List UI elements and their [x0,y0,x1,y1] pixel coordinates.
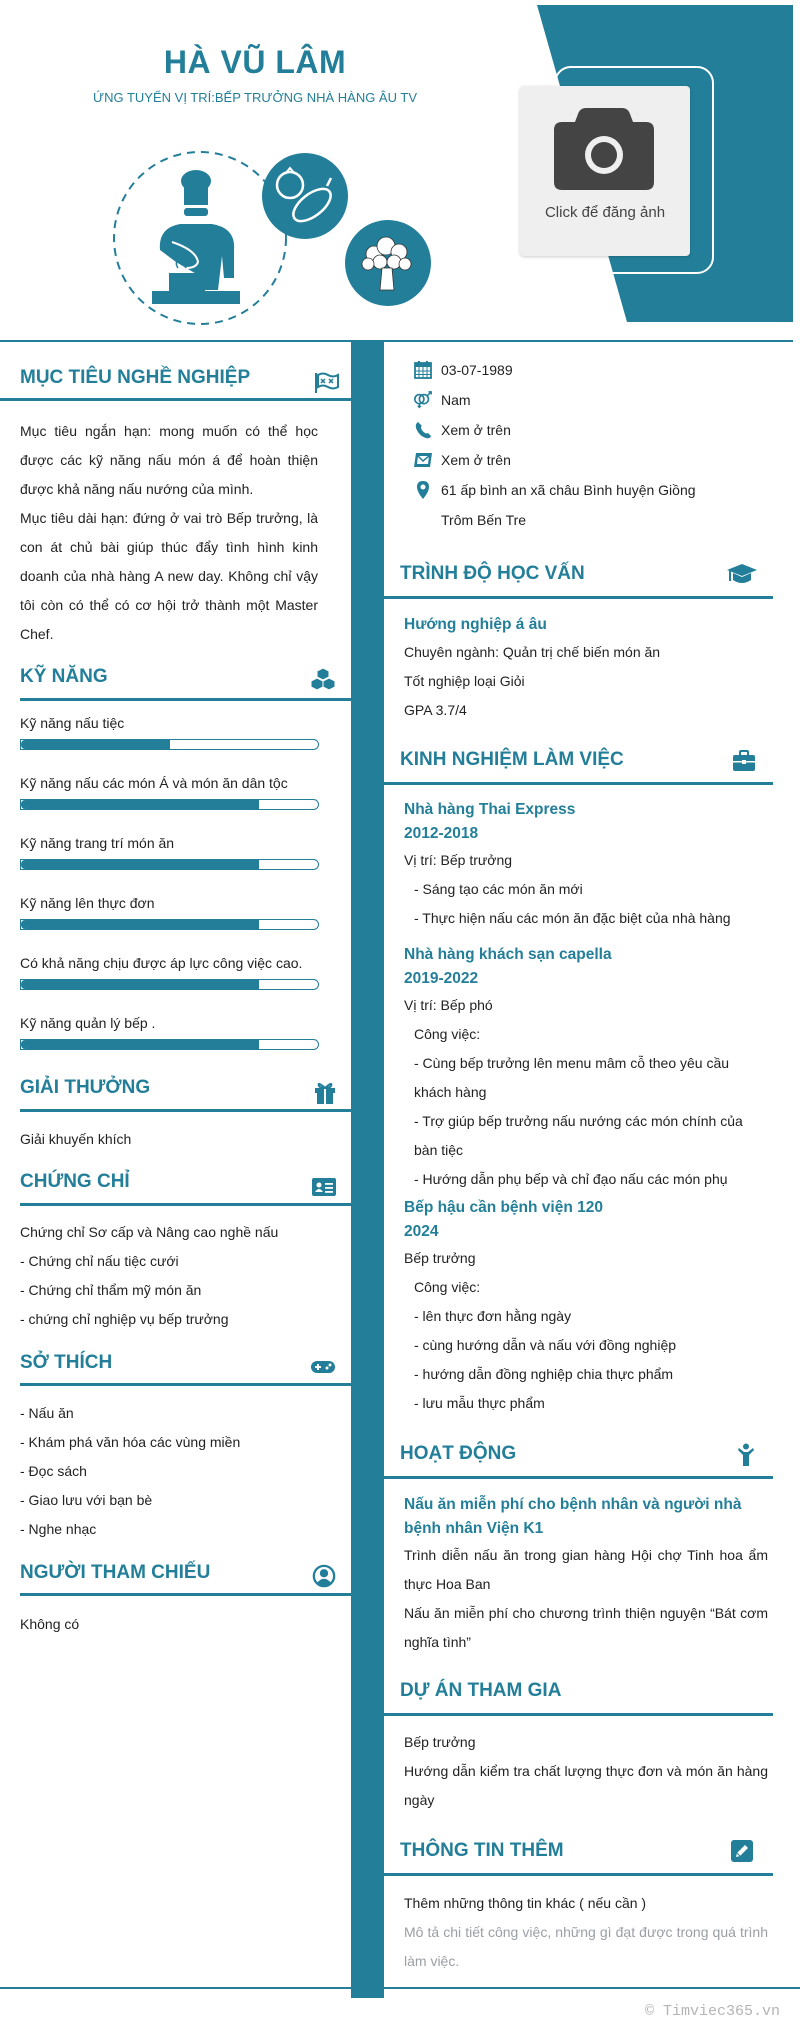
job-line: - Thực hiện nấu các món ăn đặc biệt của nhà hàng [414,910,731,926]
section-divider [20,698,351,701]
section-divider [384,782,773,785]
job-company: Nhà hàng khách sạn capella [404,946,612,963]
section-divider [20,1383,351,1386]
job-line: - lên thực đơn hằng ngày [414,1308,572,1324]
job-line: - Hướng dẫn phụ bếp và chỉ đạo nấu các món phụ [414,1171,728,1187]
section-title-experience: KINH NGHIỆM LÀM VIỆC [400,749,624,770]
skill-label: Kỹ năng quản lý bếp . [20,1015,156,1031]
address-line-1: 61 ấp bình an xã châu Bình huyện Giồng [441,482,696,498]
address-line-2: Trôm Bến Tre [441,512,527,528]
phone-icon [413,420,433,440]
section-divider [0,398,351,401]
cubes-icon [310,667,336,691]
skill-bar [20,739,319,750]
objective-short-term: Mục tiêu ngắn hạn: mong muốn có thể học được các kỹ năng nấu món á để hoàn thiện được khả năng nấu nướng của mình. [20,423,318,497]
edit-icon [731,1840,753,1862]
hobby-item: - Nghe nhạc [20,1521,97,1537]
job-period: 2024 [404,1223,439,1240]
skill-bar-fill [21,860,259,869]
section-divider [384,1713,773,1716]
skill-label: Kỹ năng lên thực đơn [20,895,155,911]
skill-label: Kỹ năng trang trí món ăn [20,835,175,851]
section-title-awards: GIẢI THƯỞNG [20,1077,151,1098]
activity-line: Nấu ăn miễn phí cho chương trình thiện nguyện “Bát cơm nghĩa tình” [404,1605,768,1650]
map-marker-icon [413,480,433,500]
job-line: - Sáng tạo các món ăn mới [414,881,583,897]
certificate-item: - Chứng chỉ thẩm mỹ món ăn [20,1282,202,1298]
section-divider [20,1109,351,1112]
job-line: - hướng dẫn đồng nghiệp chia thực phẩm [414,1366,674,1382]
section-title-references: NGƯỜI THAM CHIẾU [20,1562,211,1583]
job-line: - Cùng bếp trưởng lên menu mâm cỗ theo yêu cầu khách hàng [414,1055,730,1100]
skill-bar [20,859,319,870]
hobby-item: - Nấu ăn [20,1405,74,1421]
certificate-item: Chứng chỉ Sơ cấp và Nâng cao nghề nấu [20,1224,279,1240]
job-role: Vị trí: Bếp trưởng [404,852,513,868]
job-company: Bếp hậu cần bệnh viện 120 [404,1199,603,1216]
gender-text: Nam [441,392,471,408]
project-line: Bếp trưởng [404,1734,476,1750]
job-line: - Trợ giúp bếp trưởng nấu nướng các món chính của bàn tiệc [414,1113,743,1158]
section-divider [20,1203,351,1206]
skill-bar [20,1039,319,1050]
skill-bar-fill [21,740,170,749]
candidate-name: HÀ VŨ LÂM [163,44,347,80]
flag-icon [313,371,339,395]
skill-bar [20,799,319,810]
hobby-item: - Giao lưu với bạn bè [20,1492,153,1508]
envelope-icon [413,450,433,470]
section-title-projects: DỰ ÁN THAM GIA [400,1680,562,1701]
hobby-item: - Đọc sách [20,1463,87,1479]
education-line: Tốt nghiệp loại Giỏi [404,673,525,689]
job-role: Vị trí: Bếp phó [404,997,493,1013]
reference-item: Không có [20,1616,80,1632]
skill-bar-fill [21,800,259,809]
skill-bar-fill [21,920,259,929]
section-title-additional: THÔNG TIN THÊM [400,1840,564,1861]
job-company: Nhà hàng Thai Express [404,801,576,818]
center-column-bar [351,341,384,1998]
job-line: Công việc: [414,1026,481,1042]
job-period: 2012-2018 [404,825,479,842]
section-title-skills: KỸ NĂNG [20,666,108,687]
project-line: Hướng dẫn kiểm tra chất lượng thực đơn và món ăn hàng ngày [404,1763,768,1808]
job-line: - cùng hướng dẫn và nấu với đồng nghiệp [414,1337,677,1353]
gamepad-icon [310,1355,336,1379]
award-item: Giải khuyến khích [20,1131,132,1147]
gender-icon [413,390,433,410]
section-divider [20,1593,351,1596]
skill-label: Kỹ năng nấu tiệc [20,715,125,731]
email-text: Xem ở trên [441,452,511,468]
section-title-activities: HOẠT ĐỘNG [400,1443,517,1464]
section-title-certificates: CHỨNG CHỈ [20,1171,130,1192]
school-name: Hướng nghiệp á âu [404,616,547,633]
skill-bar-fill [21,980,259,989]
job-line: - lưu mẫu thực phẩm [414,1395,545,1411]
additional-line: Thêm những thông tin khác ( nếu cần ) [404,1895,647,1911]
copyright: © Timviec365.vn [644,2003,780,2020]
hobby-item: - Khám phá văn hóa các vùng miền [20,1434,241,1450]
job-line: Công việc: [414,1279,481,1295]
skill-label: Có khả năng chịu được áp lực công việc cao. [20,955,303,971]
upload-photo-label: Click để đăng ảnh [544,204,666,221]
footer-divider [0,1987,800,1989]
skill-bar [20,919,319,930]
additional-placeholder[interactable]: Mô tả chi tiết công việc, những gì đạt được trong quá trình làm việc. [404,1924,768,1969]
section-divider [384,1873,773,1876]
certificate-item: - Chứng chỉ nấu tiệc cưới [20,1253,179,1269]
section-divider [384,1476,773,1479]
graduation-cap-icon [726,562,758,586]
calendar-icon [413,360,433,380]
skill-bar-fill [21,1040,259,1049]
section-title-hobbies: SỞ THÍCH [20,1352,113,1373]
skill-bar [20,979,319,990]
section-divider [384,596,773,599]
upload-photo-button[interactable] [520,86,690,256]
phone-text: Xem ở trên [441,422,511,438]
job-role: Bếp trưởng [404,1250,476,1266]
dob-text: 03-07-1989 [441,362,513,378]
briefcase-icon [731,749,757,773]
education-line: GPA 3.7/4 [404,702,467,718]
section-title-objective: MỤC TIÊU NGHỀ NGHIỆP [20,367,251,388]
job-period: 2019-2022 [404,970,479,987]
user-circle-icon [311,1564,337,1588]
education-line: Chuyên ngành: Quản trị chế biến món ăn [404,644,661,660]
activity-heading: Nấu ăn miễn phí cho bệnh nhân và người nhà bệnh nhân Viện K1 [404,1496,742,1537]
header-divider [0,340,793,342]
certificate-item: - chứng chỉ nghiệp vụ bếp trưởng [20,1311,229,1327]
objective-long-term: Mục tiêu dài hạn: đứng ở vai trò Bếp trưởng, là con át chủ bài giúp thúc đẩy tình hình kinh doanh của nhà hàng A new day. Không chỉ vậy tôi còn có thể có cơ hội trở thành một Master Chef. [20,510,318,642]
camera-icon [554,108,654,190]
section-title-education: TRÌNH ĐỘ HỌC VẤN [400,563,585,584]
applied-position: ỨNG TUYỂN VỊ TRÍ:BẾP TRƯỞNG NHÀ HÀNG ÂU TV [93,90,417,105]
activity-line: Trình diễn nấu ăn trong gian hàng Hội chợ Tinh hoa ẩm thực Hoa Ban [404,1547,768,1592]
id-card-icon [311,1175,337,1199]
skill-label: Kỹ năng nấu các món Á và món ăn dân tộc [20,775,288,791]
gift-icon [312,1081,338,1105]
child-icon [733,1443,759,1467]
